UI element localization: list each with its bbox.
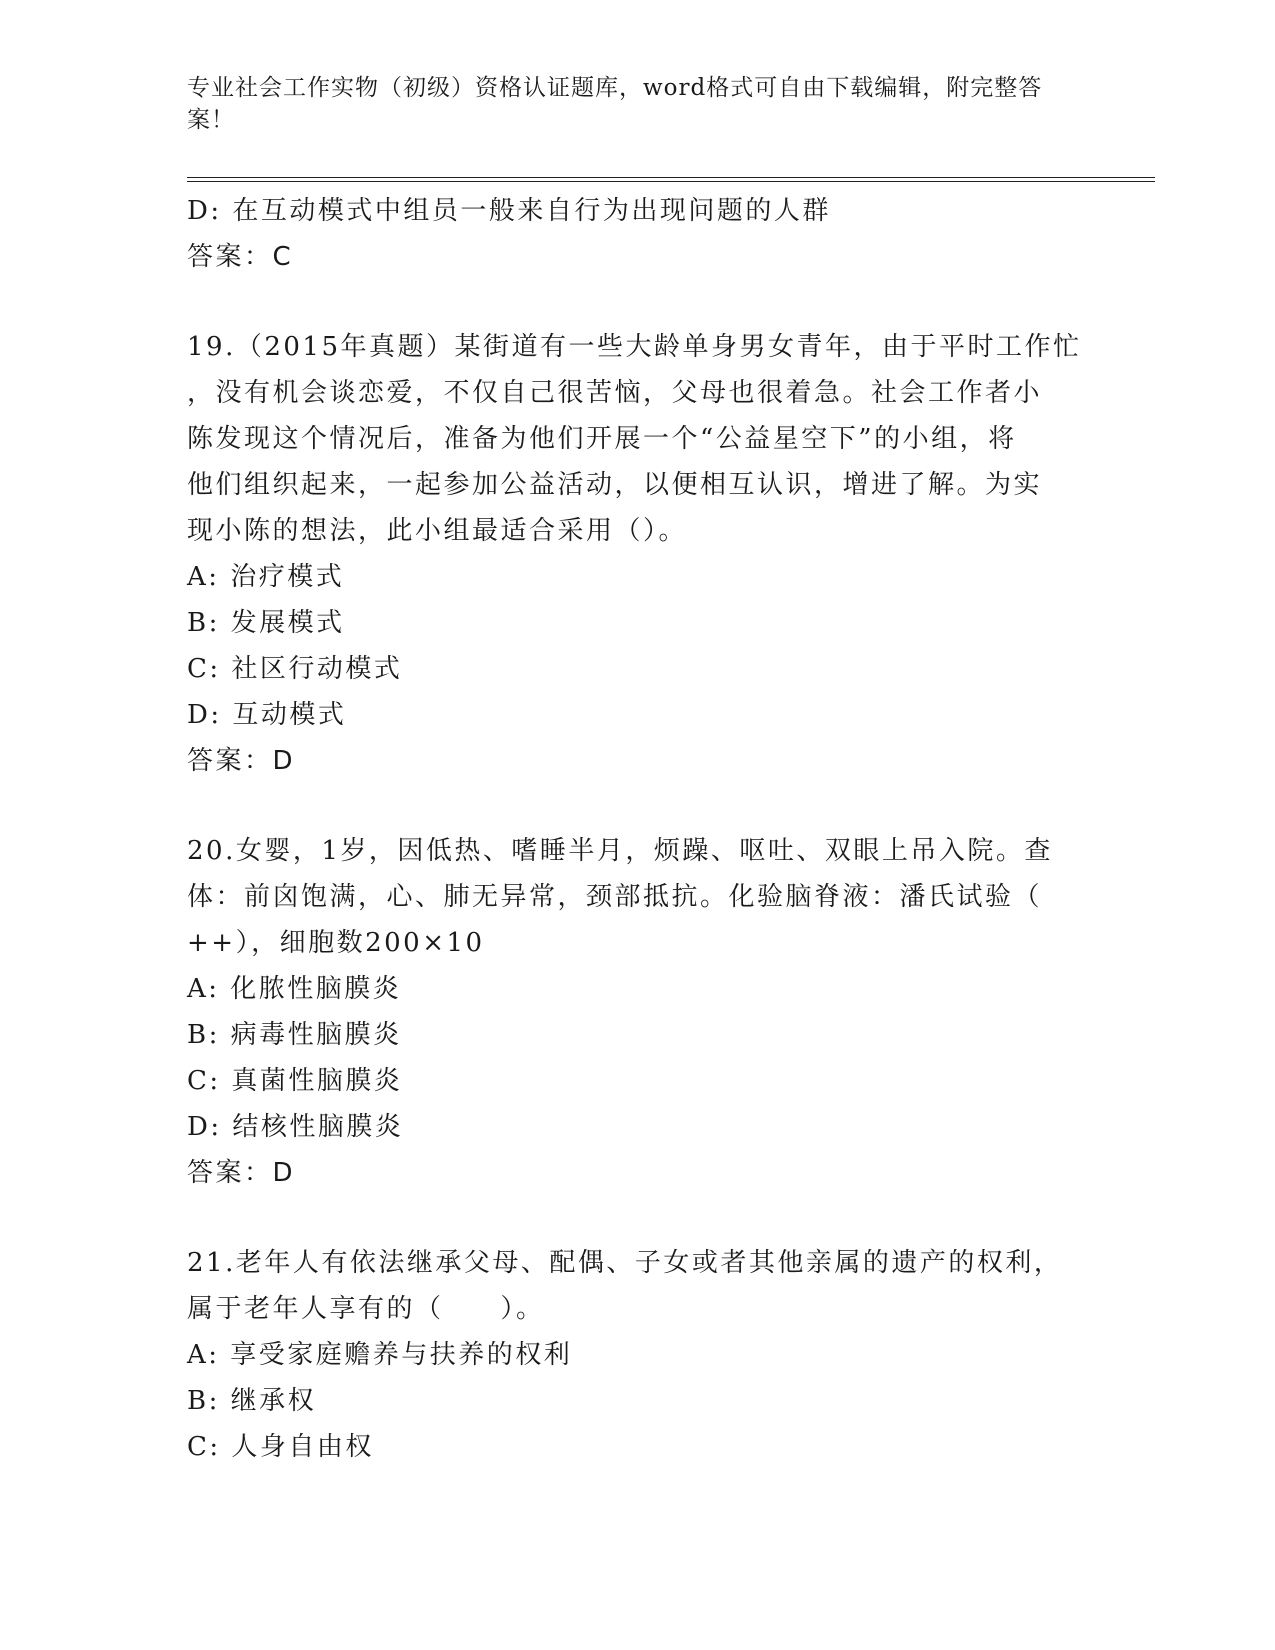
question-21	[187, 1240, 1087, 1470]
question-text-line: 他们组织起来，一起参加公益活动，以便相互认识，增进了解。为实	[187, 470, 1043, 500]
header-line-1: 专业社会工作实物（初级）资格认证题库，word格式可自由下载编辑，附完整答	[187, 75, 1043, 101]
question-text-line: 陈发现这个情况后，准备为他们开展一个“公益星空下”的小组，将	[187, 424, 1017, 454]
option-b: B: 发展模式	[187, 608, 345, 638]
answer: 答案：D	[187, 746, 296, 776]
option-c: C: 真菌性脑膜炎	[187, 1066, 403, 1096]
option-d: D: 在互动模式中组员一般来自行为出现问题的人群	[187, 196, 831, 226]
question-text-line: 体：前囟饱满，心、肺无异常，颈部抵抗。化验脑脊液：潘氏试验（	[187, 882, 1043, 912]
page-header	[187, 72, 1067, 136]
option-a: A: 化脓性脑膜炎	[187, 974, 402, 1004]
question-text-line: ，没有机会谈恋爱，不仅自己很苦恼，父母也很着急。社会工作者小	[187, 378, 1043, 408]
header-divider-top	[187, 177, 1155, 178]
question-text-line: ++），细胞数200×10	[187, 928, 485, 958]
question-text-line: 19.（2015年真题）某街道有一些大龄单身男女青年，由于平时工作忙	[187, 332, 1082, 362]
option-c: C: 社区行动模式	[187, 654, 403, 684]
header-divider-bottom	[187, 181, 1155, 182]
spacer	[187, 280, 1087, 324]
header-line-2: 案！	[187, 107, 235, 133]
question-text-line: 20.女婴，1岁，因低热、嗜睡半月，烦躁、呕吐、双眼上吊入院。查	[187, 836, 1053, 866]
question-text-line: 21.老年人有依法继承父母、配偶、子女或者其他亲属的遗产的权利，	[187, 1248, 1063, 1278]
option-d: D: 结核性脑膜炎	[187, 1112, 404, 1142]
question-20	[187, 828, 1087, 1196]
question-text-line: 现小陈的想法，此小组最适合采用（）。	[187, 516, 688, 546]
question-text-line: 属于老年人享有的（ ）。	[187, 1294, 545, 1324]
spacer	[187, 784, 1087, 828]
spacer	[187, 1196, 1087, 1240]
option-a: A: 享受家庭赡养与扶养的权利	[187, 1340, 573, 1370]
question-content	[187, 188, 1087, 1470]
option-a: A: 治疗模式	[187, 562, 345, 592]
answer: 答案：D	[187, 1158, 296, 1188]
answer: 答案：C	[187, 242, 294, 272]
question-19	[187, 324, 1087, 784]
option-c: C: 人身自由权	[187, 1432, 374, 1462]
option-b: B: 病毒性脑膜炎	[187, 1020, 402, 1050]
option-d: D: 互动模式	[187, 700, 347, 730]
option-b: B: 继承权	[187, 1386, 317, 1416]
